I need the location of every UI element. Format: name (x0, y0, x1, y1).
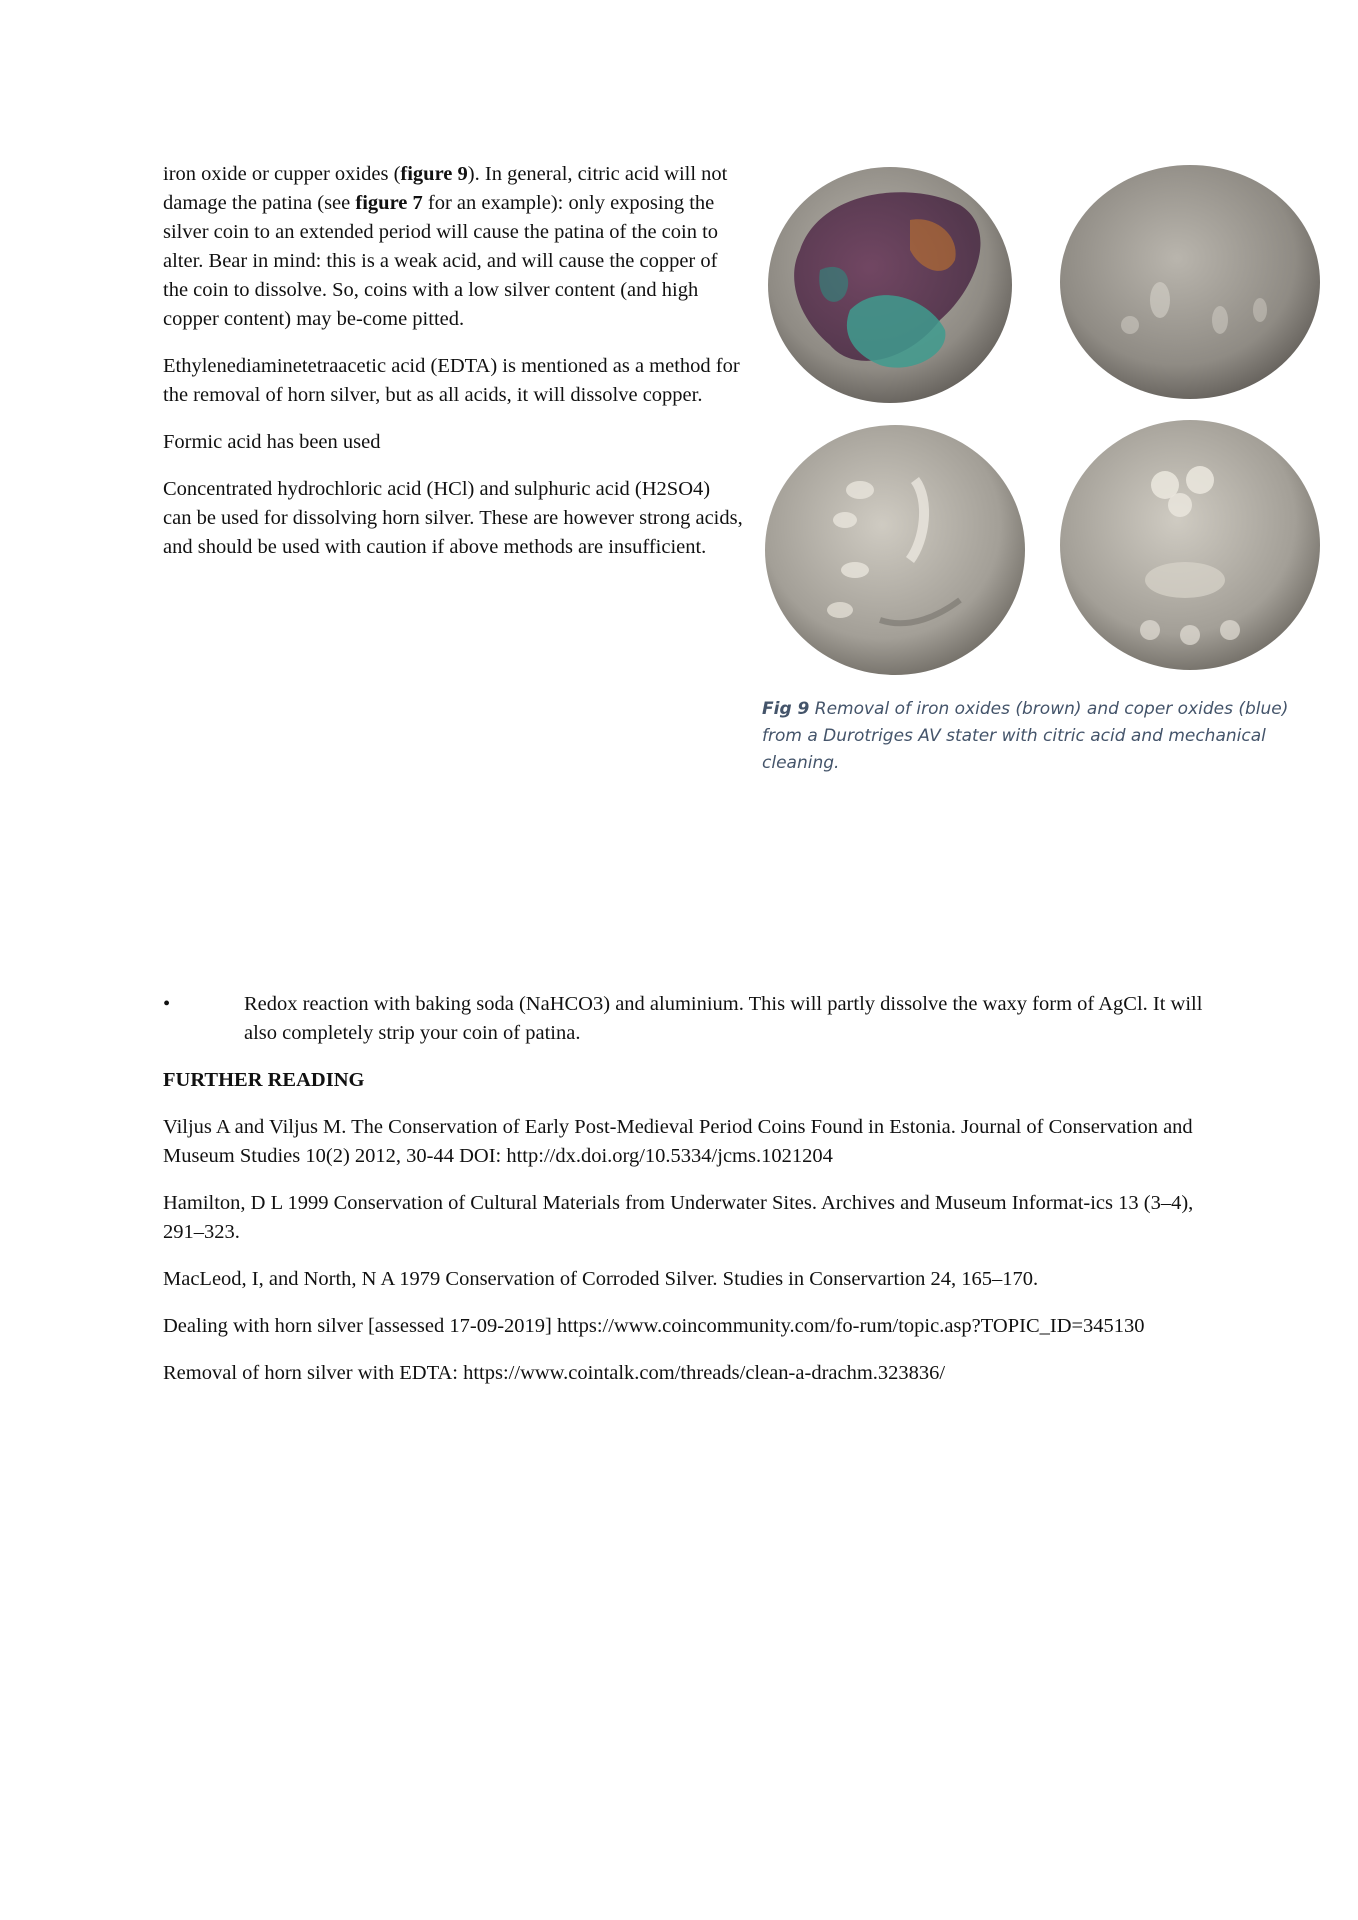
reference-item: MacLeod, I, and North, N A 1979 Conservation of Corroded Silver. Studies in Conservartion 24, 165–170. (163, 1268, 1039, 1290)
figure-label: Fig 9 (762, 699, 810, 719)
coin-after-obverse (765, 425, 1025, 675)
lower-section (163, 990, 1213, 1406)
reference-item: Viljus A and Viljus M. The Conservation of Early Post-Medieval Period Coins Found in Estonia. Journal of Conservation and Museum Studies 10(2) 2012, 30-44 DOI: http://dx.doi.org/10.5334/jcms.1021204 (163, 1116, 1193, 1167)
figure-caption: Fig 9 Removal of iron oxides (brown) and coper oxides (blue) from a Durotriges AV stater with citric acid and mechanical cleaning. (762, 699, 1289, 773)
list-item (163, 990, 1213, 1048)
paragraph-citric-acid: iron oxide or cupper oxides (figure 9). In general, citric acid will not damage the patina (see figure 7 for an example): only exposing the silver coin to an extended period will cause the patina of the coin to alter. Bear in mind: this is a weak acid, and will cause the copper of the coin to dissolve. So, coins with a low silver content (and high copper content) may be-come pitted. (163, 163, 728, 330)
paragraph-strong-acids: Concentrated hydrochloric acid (HCl) and sulphuric acid (H2SO4) can be used for dissolving horn silver. These are however strong acids, and should be used with caution if above methods are insufficient. (163, 478, 743, 558)
figure-9 (760, 160, 1330, 695)
coin-before-obverse (768, 167, 1012, 403)
paragraph-edta: Ethylenediaminetetraacetic acid (EDTA) is mentioned as a method for the removal of horn silver, but as all acids, it will dissolve copper. (163, 355, 740, 406)
bullet-text: Redox reaction with baking soda (NaHCO3) and aluminium. This will partly dissolve the waxy form of AgCl. It will also completely strip your coin of patina. (244, 993, 1203, 1044)
coin-photos (760, 160, 1330, 690)
reference-item: Dealing with horn silver [assessed 17-09-2019] https://www.coincommunity.com/fo-rum/topic.asp?TOPIC_ID=345130 (163, 1315, 1145, 1337)
reference-item: Hamilton, D L 1999 Conservation of Cultural Materials from Underwater Sites. Archives and Museum Informat-ics 13 (3–4), 291–323. (163, 1192, 1194, 1243)
coin-before-reverse (1060, 165, 1320, 399)
further-reading-heading: FURTHER READING (163, 1069, 365, 1091)
reference-item: Removal of horn silver with EDTA: https://www.cointalk.com/threads/clean-a-drachm.323836/ (163, 1362, 946, 1384)
left-column (163, 160, 743, 580)
paragraph-formic-acid: Formic acid has been used (163, 431, 381, 453)
coin-after-reverse (1060, 420, 1320, 670)
figure-ref: figure 7 (355, 192, 423, 214)
figure-ref: figure 9 (400, 163, 468, 185)
bullet-icon: • (163, 993, 171, 1015)
